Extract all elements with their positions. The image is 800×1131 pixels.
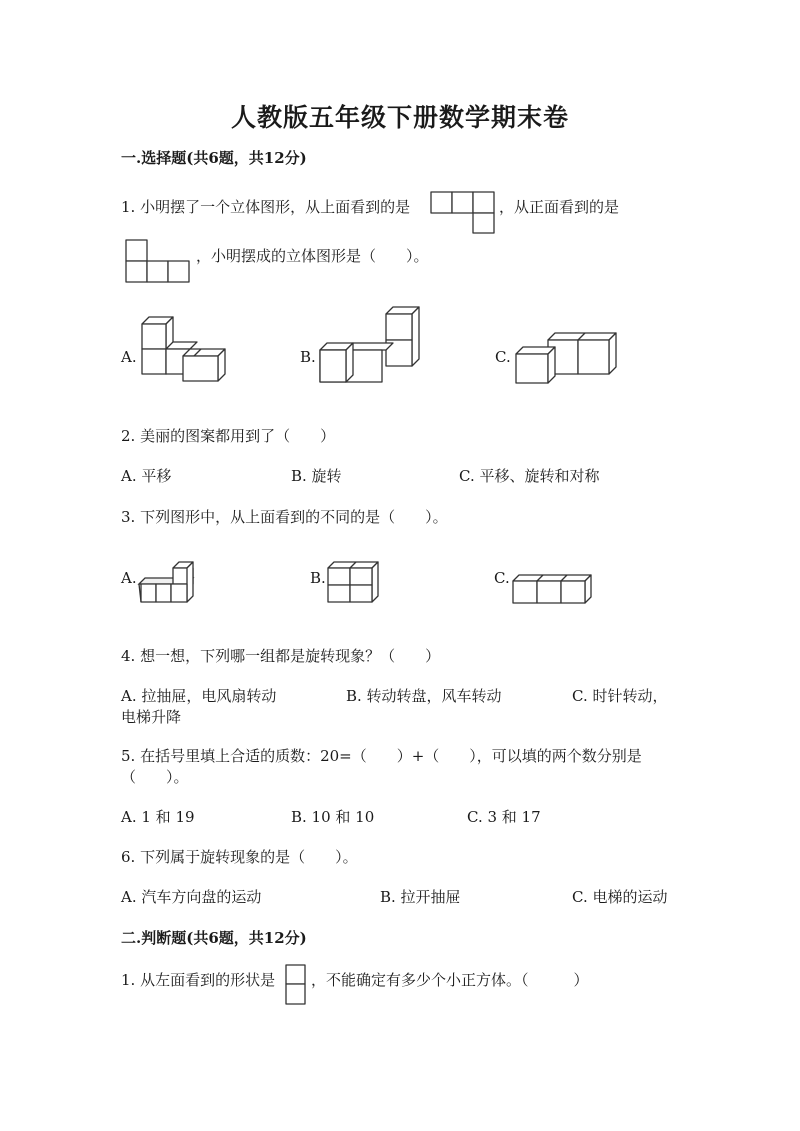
question-6-text: 6. 下列属于旋转现象的是（ ）。 — [121, 848, 358, 866]
question-2-option-a[interactable]: A. 平移 — [121, 467, 172, 485]
question-4-option-c[interactable]: C. 时针转动， — [572, 687, 668, 705]
question-1-option-b-label[interactable]: B. — [300, 348, 316, 366]
option-b-cube-figure-icon — [316, 306, 424, 384]
question-4-option-a[interactable]: A. 拉抽屉，电风扇转动 — [121, 687, 277, 705]
judgement-question-1-suffix: ，不能确定有多少个小正方体。（ ） — [311, 971, 589, 989]
top-view-grid-icon — [430, 191, 496, 235]
question-3-text: 3. 下列图形中，从上面看到的不同的是（ ）。 — [121, 508, 448, 526]
question-4-text: 4. 想一想，下列哪一组都是旋转现象？（ ） — [121, 647, 441, 665]
question-5-option-b[interactable]: B. 10 和 10 — [291, 808, 375, 826]
question-2-option-b[interactable]: B. 旋转 — [291, 467, 342, 485]
question-4-option-b[interactable]: B. 转动转盘，风车转动 — [346, 687, 502, 705]
question-3-option-b-label[interactable]: B. — [310, 569, 326, 587]
question-6-option-b[interactable]: B. 拉开抽屉 — [380, 888, 461, 906]
question-6-option-c[interactable]: C. 电梯的运动 — [572, 888, 668, 906]
left-view-grid-icon — [285, 964, 307, 1006]
question-3-option-c-label[interactable]: C. — [494, 569, 510, 587]
question-3-option-a-figure-icon — [137, 560, 197, 606]
page-title: 人教版五年级下册数学期末卷 — [230, 103, 569, 132]
question-5-line-2: （ ）。 — [121, 768, 189, 786]
section-heading-judgement: 二.判断题(共6题，共12分) — [121, 929, 307, 947]
question-1-line-1-suffix: ，从正面看到的是 — [499, 198, 620, 216]
option-c-cube-figure-icon — [512, 330, 618, 386]
question-4-option-c-continued: 电梯升降 — [121, 708, 182, 726]
question-5-option-c[interactable]: C. 3 和 17 — [467, 808, 541, 826]
question-6-option-a[interactable]: A. 汽车方向盘的运动 — [121, 888, 262, 906]
option-a-cube-figure-icon — [138, 314, 228, 382]
question-5-option-a[interactable]: A. 1 和 19 — [121, 808, 195, 826]
section-heading-choice: 一.选择题(共6题，共12分) — [121, 149, 307, 167]
question-2-option-c[interactable]: C. 平移、旋转和对称 — [459, 467, 600, 485]
question-3-option-a-label[interactable]: A. — [121, 569, 137, 587]
question-5-line-1: 5. 在括号里填上合适的质数：20=（ ）+（ ），可以填的两个数分别是 — [121, 747, 642, 765]
judgement-question-1-prefix: 1. 从左面看到的形状是 — [121, 971, 276, 989]
question-3-option-c-figure-icon — [510, 572, 594, 606]
question-2-text: 2. 美丽的图案都用到了（ ） — [121, 427, 336, 445]
question-3-option-b-figure-icon — [326, 560, 382, 606]
question-1-line-2-suffix: ，小明摆成的立体图形是（ ）。 — [196, 247, 429, 265]
front-view-grid-icon — [125, 239, 191, 284]
question-1-line-1-prefix: 1. 小明摆了一个立体图形，从上面看到的是 — [121, 198, 411, 216]
question-1-option-a-label[interactable]: A. — [121, 348, 137, 366]
question-1-option-c-label[interactable]: C. — [495, 348, 511, 366]
